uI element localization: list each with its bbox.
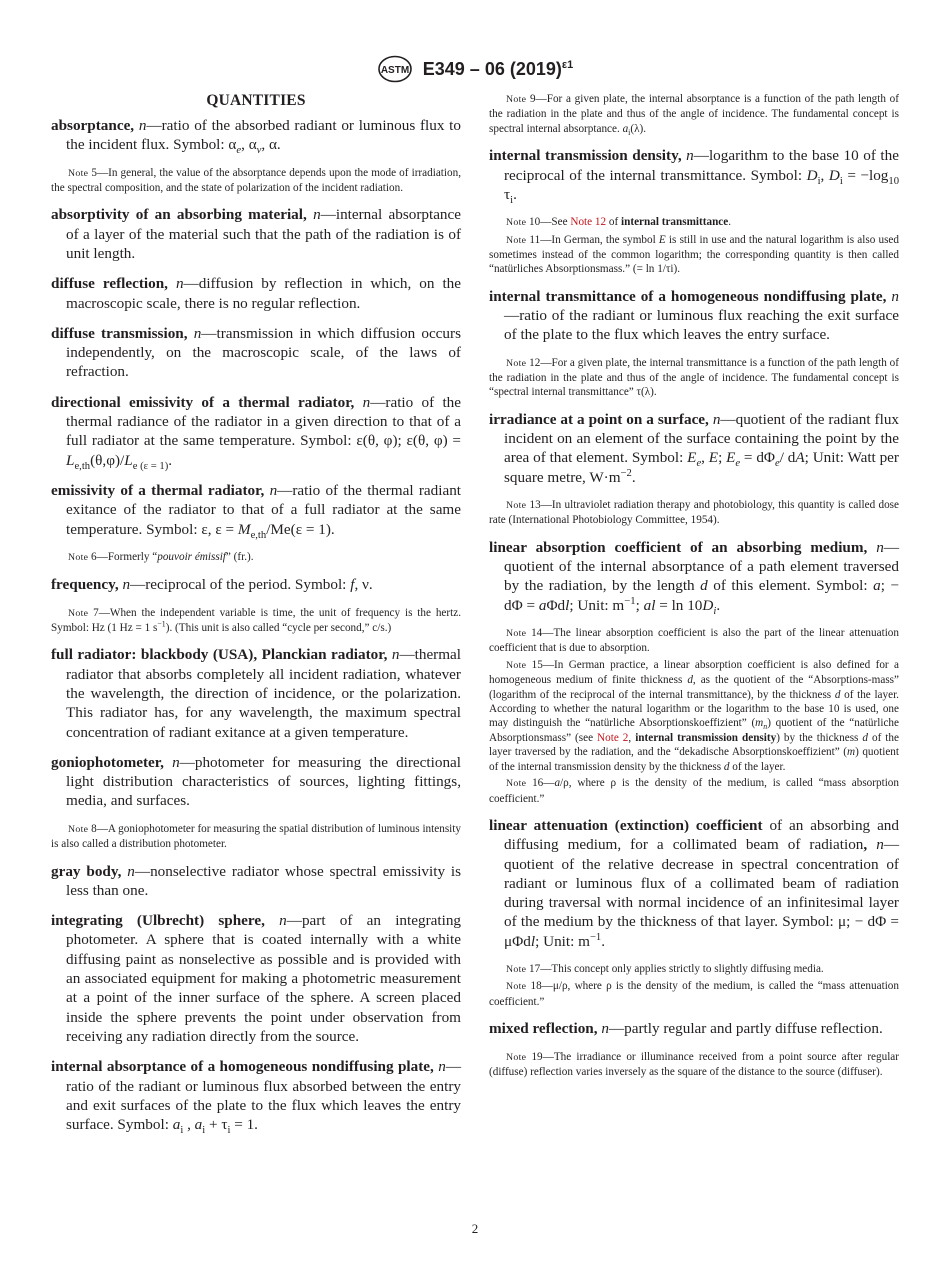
note-13: Note 13—In ultraviolet radiation therapy and photobiology, this quantity is called dose rate (International Photobiology Committee, 1954). [489, 499, 899, 527]
note-7: Note 7—When the independent variable is time, the unit of frequency is the hertz. Symbol: Hz (1 Hz = 1 $s^{-1}$). (This unit is also called “cycle per second,” c/s.) [51, 606, 461, 634]
note-11: Note 11—In German, the symbol E is still in use and the natural logarithm is also used sometimes instead of the common logarithm; the corresponding quantity is then called “natürliches Absorptionsmass.” (= ln 1/τi). [489, 233, 899, 276]
note-8: Note 8—A goniophotometer for measuring the spatial distribution of luminous intensity is also called a distribution photometer. [51, 822, 461, 851]
astm-logo-icon [377, 55, 413, 83]
right-column [489, 92, 899, 1089]
note-5: Note 5—In general, the value of the absorptance depends upon the mode of irradiation, the spectral composition, and the state of polarization of the incident radiation. [51, 166, 461, 194]
note-19: Note 19—The irradiance or illuminance received from a point source after regular (diffuse) reflection varies inversely as the square of the distance to the source (diffuser). [489, 1050, 899, 1078]
svg-text:ASTM: ASTM [380, 65, 409, 76]
note-14: Note 14—The linear absorption coefficient is also the part of the linear attenuation coefficient that is due to absorption. [489, 627, 899, 655]
page-number: 2 [471, 1221, 479, 1236]
note-9: Note 9—For a given plate, the internal absorptance is a function of the path length of the radiation in the plate and thus of the angle of incidence. The fundamental concept is spectral internal absorptance. $a_i(\lambda)$. [489, 93, 899, 138]
definition-goniophotometer: goniophotometer, n—photometer for measuring the directional light distribution characteristics of sources, lighting fittings, media, and surfaces. [51, 753, 462, 810]
definition-linear-attenuation-coefficient: linear attenuation (extinction) coefficient of an absorbing and diffusing medium, for a collimated beam of radiation, n—quotient of the relative decrease in spectral concentration of radiant or luminous flux of a collimated beam of radiation during traversal with normal incidence of an infinitesimal layer of the medium by the thickness of that layer. Symbol: μ; − dΦ = μΦdl; Unit: $m^{-1}$. [489, 816, 899, 950]
definition-linear-absorption-coefficient: linear absorption coefficient of an absorbing medium, n—quotient of the internal absorptance of a path element traversed by the radiation, by the length d of this element. Symbol: a; − dΦ = aΦdl; Unit: $m^{-1}$; al = $\ln 10D_i$. [489, 538, 899, 617]
left-column [51, 92, 461, 1145]
note-12: Note 12—For a given plate, the internal transmittance is a function of the path length of the radiation in the plate and thus of the angle of incidence. The fundamental concept is “spectral internal transmittance” τ(λ). [489, 356, 899, 399]
definition-emissivity: emissivity of a thermal radiator, n—ratio of the thermal radiant exitance of the radiator to that of a full radiator at the same temperature. Symbol: ε, $\varepsilon = M_{e,th}/Me(\varepsilon = 1)$. [51, 481, 462, 541]
note-6: Note 6—Formerly “pouvoir émissif” (fr.). [68, 550, 254, 563]
definition-absorptance: absorptance, n—ratio of the absorbed radiant or luminous flux to the incident flux. Symbol: $\alpha_e$, $\alpha_v$, α. [51, 117, 461, 157]
definition-diffuse-reflection: diffuse reflection, n—diffusion by reflection in which, on the macroscopic scale, there is no regular reflection. [51, 275, 462, 312]
definition-diffuse-transmission: diffuse transmission, n—transmission in which diffusion occurs independently, on the macroscopic scale, of the laws of refraction. [51, 324, 461, 381]
definition-mixed-reflection: mixed reflection, n—partly regular and partly diffuse reflection. [489, 1020, 883, 1038]
definition-integrating-sphere: integrating (Ulbrecht) sphere, n—part of an integrating photometer. A sphere that is coated internally with a white diffusing paint as nonselective as possible and is provided with an associated equipment for making a photometric measurement at a point of the inner surface of the sphere. A screen placed inside the sphere prevents the point under observation from receiving any radiation directly from the source. [51, 912, 462, 1045]
note-16: Note 16—a/ρ, where ρ is the density of the medium, is called “mass absorption coefficient.” [489, 777, 899, 805]
definition-irradiance: irradiance at a point on a surface, n—quotient of the radiant flux incident on an element of the surface containing the point by the area of that element. Symbol: $E_e$, E; $E_e = d\Phi_e/$ dA; Unit: Watt per square metre, $W\cdot m^{-2}$. [489, 410, 900, 486]
definition-internal-transmission-density: internal transmission density, n—logarithm to the base 10 of the reciprocal of the internal transmittance. Symbol: $D_i$, $D_i = -\log_{10}$ $\tau_i$. [489, 147, 900, 206]
standard-designation: E349 – 06 $(2019)^{\varepsilon 1}$ [422, 58, 574, 79]
definition-frequency: frequency, n—reciprocal of the period. Symbol: f, ν. [51, 576, 373, 594]
definition-absorptivity: absorptivity of an absorbing material, n—internal absorptance of a layer of the material such that the path of the radiation is of unit length. [51, 206, 462, 262]
note-18: Note 18—μ/ρ, where ρ is the density of the medium, is called the “mass attenuation coefficient.” [489, 980, 899, 1008]
note-10: Note 10—See Note 12 of internal transmittance. [506, 216, 732, 229]
definition-internal-absorptance: internal absorptance of a homogeneous nondiffusing plate, n—ratio of the radiant or luminous flux absorbed between the entry and exit surfaces of the plate to the flux which leaves the entry surface. Symbol: $a_i$ , $a_i + \tau_i = 1$. [51, 1058, 461, 1137]
section-title: QUANTITIES [206, 92, 306, 109]
definition-directional-emissivity: directional emissivity of a thermal radiator, n—ratio of the thermal radiance of the radiator in a given direction to that of a full radiator at the same temperature. Symbol: ε(θ, φ); ε(θ, $\varphi) = L_{e,th}(\theta,\varphi)/L_{e (\varepsilon = 1)}$. [51, 393, 461, 472]
note-12-link[interactable]: Note 12 [570, 216, 607, 229]
definition-internal-transmittance: internal transmittance of a homogeneous nondiffusing plate, n—ratio of the radiant or luminous flux reaching the exit surface of the plate to the flux which leaves the entry surface. [489, 287, 900, 344]
page-header [0, 55, 950, 83]
note-2-link[interactable]: Note 2 [597, 731, 629, 744]
note-17: Note 17—This concept only applies strictly to slightly diffusing media. [506, 962, 824, 975]
definition-full-radiator: full radiator: blackbody (USA), Planckian radiator, n—thermal radiator that absorbs completely all incident radiation, whatever the wavelength, the direction of incidence, or the polarization. This radiator has, for any wavelength, the maximum spectral concentration of radiant exitance at a given temperature. [51, 646, 462, 741]
note-15: Note 15—In German practice, a linear absorption coefficient is also defined for a homogeneous medium of finite thickness d, as the quotient of the “Absorptions-mass” (logarithm of the reciprocal of the internal transmittance), by the thickness d of the layer. According to whether the natural logarithm or the logarithm to the base 10 is used, one may distinguish the “natürliche Absorptionskoeffizient” $(m_n)$ quotient of the “natürliche Absorptionsmass” (see Note 2, internal transmission density) by the thickness d of the layer traversed by the radiation, and the “dekadische Absorptionskoeffizient” (m) quotient of the internal transmission density by the thickness d of the layer. [489, 658, 899, 773]
definition-gray-body: gray body, n—nonselective radiator whose spectral emissivity is less than one. [51, 862, 462, 899]
